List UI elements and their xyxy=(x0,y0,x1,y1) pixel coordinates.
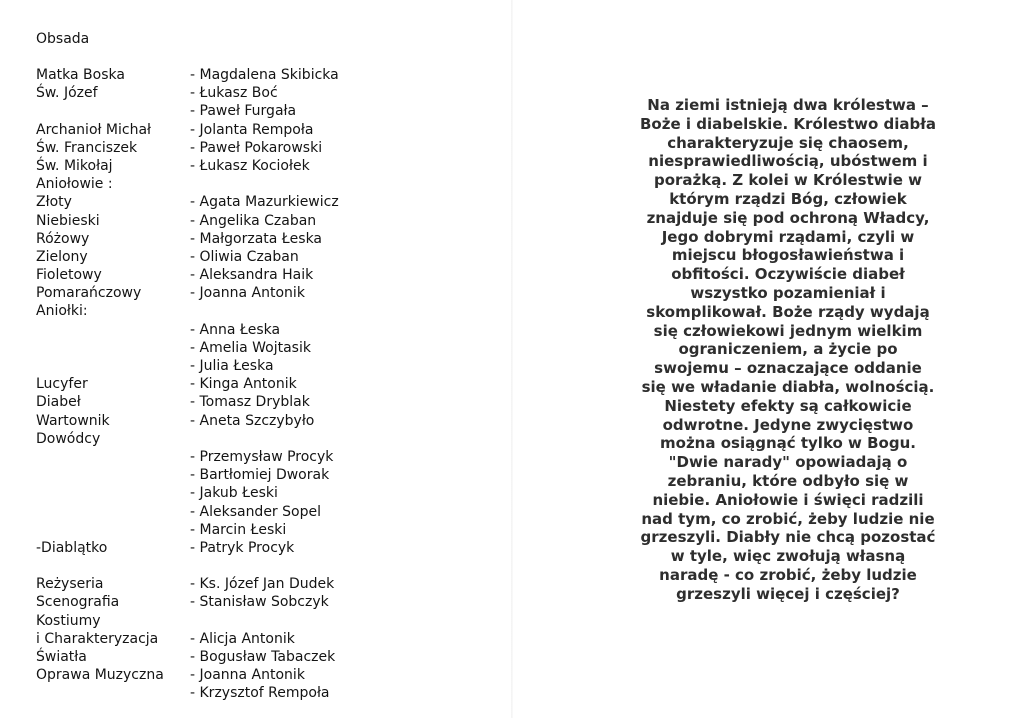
cast-actor: - Agata Mazurkiewicz xyxy=(190,194,339,211)
cast-heading: Obsada xyxy=(36,31,90,47)
cast-actor: - Ks. Józef Jan Dudek xyxy=(190,576,335,593)
cast-actor: - Magdalena Skibicka xyxy=(190,67,339,83)
description-line: porażką. Z kolei w Królestwie w xyxy=(653,171,923,190)
cast-role: Złoty xyxy=(36,194,72,211)
description-line: wszystko pozamieniał i xyxy=(690,283,886,302)
cast-role: Różowy xyxy=(36,230,90,247)
cast-row xyxy=(36,393,496,411)
cast-role: Scenografia xyxy=(36,594,120,611)
cast-row xyxy=(36,630,496,648)
description-line: Niestety efekty są całkowicie xyxy=(664,396,912,415)
cast-role: Św. Franciszek xyxy=(36,139,138,156)
cast-role: Fioletowy xyxy=(36,267,102,284)
description-line: niesprawiedliwością, ubóstwem i xyxy=(648,152,928,171)
cast-actor: - Joanna Antonik xyxy=(190,285,305,302)
cast-role: Św. Józef xyxy=(36,85,98,102)
cast-row xyxy=(36,521,496,539)
description-line: w tyle, więc zwołują własną xyxy=(670,547,906,566)
cast-actor: - Kinga Antonik xyxy=(190,376,297,393)
cast-role: i Charakteryzacja xyxy=(36,630,159,647)
cast-role: Matka Boska xyxy=(36,67,125,83)
description-line: swojemu – oznaczające oddanie xyxy=(654,359,922,378)
description-line: którym rządzi Bóg, człowiek xyxy=(669,189,907,208)
cast-role: Wartownik xyxy=(36,412,110,429)
description-line: charakteryzuje się chaosem, xyxy=(667,133,909,152)
description-line: obfitości. Oczywiście diabeł xyxy=(671,265,905,284)
right-page xyxy=(512,0,1024,718)
cast-actor: - Alicja Antonik xyxy=(190,630,295,647)
cast-role: Aniołowie : xyxy=(36,176,113,193)
cast-role: Oprawa Muzyczna xyxy=(36,667,164,684)
cast-role: Lucyfer xyxy=(36,376,88,393)
cast-actor: - Patryk Procyk xyxy=(190,539,295,556)
cast-row xyxy=(36,121,496,139)
cast-row xyxy=(36,484,496,502)
cast-actor: - Łukasz Kociołek xyxy=(190,157,310,174)
cast-actor: - Bartłomiej Dworak xyxy=(190,467,330,484)
cast-actor: - Aleksandra Haik xyxy=(190,267,314,284)
cast-actor: - Aneta Szczybyło xyxy=(190,412,315,429)
cast-role: Archanioł Michał xyxy=(36,121,152,138)
description-line: Jego dobrymi rządami, czyli w xyxy=(661,227,915,246)
description-line: się we władanie diabła, wolnością. xyxy=(641,377,935,396)
cast-actor: - Jakub Łeski xyxy=(190,485,278,502)
cast-actor: - Joanna Antonik xyxy=(190,667,305,684)
cast-row xyxy=(36,102,496,120)
cast-actor: - Anna Łeska xyxy=(190,321,281,338)
description-line: naradę - co zrobić, żeby ludzie xyxy=(659,565,917,584)
cast-actor: - Marcin Łeski xyxy=(190,521,287,538)
cast-actor: - Krzysztof Rempoła xyxy=(190,685,330,702)
cast-row xyxy=(36,321,496,339)
cast-actor: - Amelia Wojtasik xyxy=(190,339,311,356)
description-line: skomplikował. Boże rządy wydają xyxy=(646,302,930,321)
description-line: można osiągnąć tylko w Bogu. xyxy=(660,434,916,453)
cast-row xyxy=(36,302,496,320)
description-line: znajduje się pod ochroną Władcy, xyxy=(646,208,930,227)
cast-row xyxy=(36,175,496,193)
cast-actor: - Aleksander Sopel xyxy=(190,503,321,520)
cast-role: Zielony xyxy=(36,248,88,265)
cast-actor: - Paweł Pokarowski xyxy=(190,139,323,156)
cast-row xyxy=(36,193,496,211)
cast-role: Dowódcy xyxy=(36,430,101,447)
cast-row xyxy=(36,375,496,393)
cast-actor: - Oliwia Czaban xyxy=(190,248,299,265)
cast-actor: - Tomasz Dryblak xyxy=(190,394,310,411)
cast-actor: - Przemysław Procyk xyxy=(190,448,334,465)
cast-row xyxy=(36,84,496,102)
cast-role: Pomarańczowy xyxy=(36,285,142,302)
cast-role: Diabeł xyxy=(36,394,81,411)
cast-role: Kostiumy xyxy=(36,612,101,629)
cast-row xyxy=(36,357,496,375)
cast-row xyxy=(36,448,496,466)
cast-row xyxy=(36,539,496,557)
cast-role: Reżyseria xyxy=(36,576,104,593)
cast-row xyxy=(36,212,496,230)
description-line: Boże i diabelskie. Królestwo diabła xyxy=(640,114,936,133)
description-line: się człowiekowi jednym wielkim xyxy=(653,321,923,340)
cast-row xyxy=(36,339,496,357)
description-line: miejscu błogosławieństwa i xyxy=(671,246,905,265)
description-line: niebie. Aniołowie i święci radzili xyxy=(652,490,924,509)
cast-row xyxy=(36,593,496,611)
cast-actor: - Bogusław Tabaczek xyxy=(190,649,336,665)
cast-role: Niebieski xyxy=(36,212,100,229)
cast-actor: - Łukasz Boć xyxy=(190,85,278,102)
cast-actor: - Stanisław Sobczyk xyxy=(190,594,329,611)
cast-row xyxy=(36,66,496,84)
cast-actor: - Angelika Czaban xyxy=(190,212,317,229)
description-line: Na ziemi istnieją dwa królestwa – xyxy=(647,96,929,114)
cast-row xyxy=(36,684,496,702)
description-line: grzeszyli. Diabły nie chcą pozostać xyxy=(640,528,936,547)
cast-row xyxy=(36,157,496,175)
cast-row xyxy=(36,284,496,302)
description-line: ograniczeniem, a życie po xyxy=(678,340,898,359)
cast-role: -Diablątko xyxy=(36,539,108,556)
cast-actor: - Julia Łeska xyxy=(190,358,274,374)
cast-row xyxy=(36,266,496,284)
cast-role: Aniołki: xyxy=(36,303,88,320)
cast-row xyxy=(36,648,496,666)
cast-row xyxy=(36,248,496,266)
cast-row xyxy=(36,612,496,630)
cast-row xyxy=(36,666,496,684)
description-line: grzeszyli więcej i częściej? xyxy=(676,584,900,603)
cast-actor: - Paweł Furgała xyxy=(190,103,297,120)
cast-list xyxy=(36,66,496,703)
cast-role: Światła xyxy=(36,649,87,665)
description-line: nad tym, co zrobić, żeby ludzie nie xyxy=(641,509,935,528)
cast-row xyxy=(36,503,496,521)
cast-role: Św. Mikołaj xyxy=(36,157,113,174)
cast-actor: - Jolanta Rempoła xyxy=(190,121,314,138)
description-line: zebraniu, które odbyło się w xyxy=(667,471,909,490)
cast-row xyxy=(36,575,496,593)
cast-row xyxy=(36,230,496,248)
cast-row xyxy=(36,466,496,484)
description-line: odwrotne. Jedyne zwycięstwo xyxy=(662,415,914,434)
cast-row xyxy=(36,412,496,430)
cast-actor: - Małgorzata Łeska xyxy=(190,230,323,247)
description-line: "Dwie narady" opowiadają o xyxy=(668,453,908,472)
cast-row xyxy=(36,430,496,448)
play-description xyxy=(588,96,988,604)
cast-row xyxy=(36,139,496,157)
cast-row xyxy=(36,557,496,575)
